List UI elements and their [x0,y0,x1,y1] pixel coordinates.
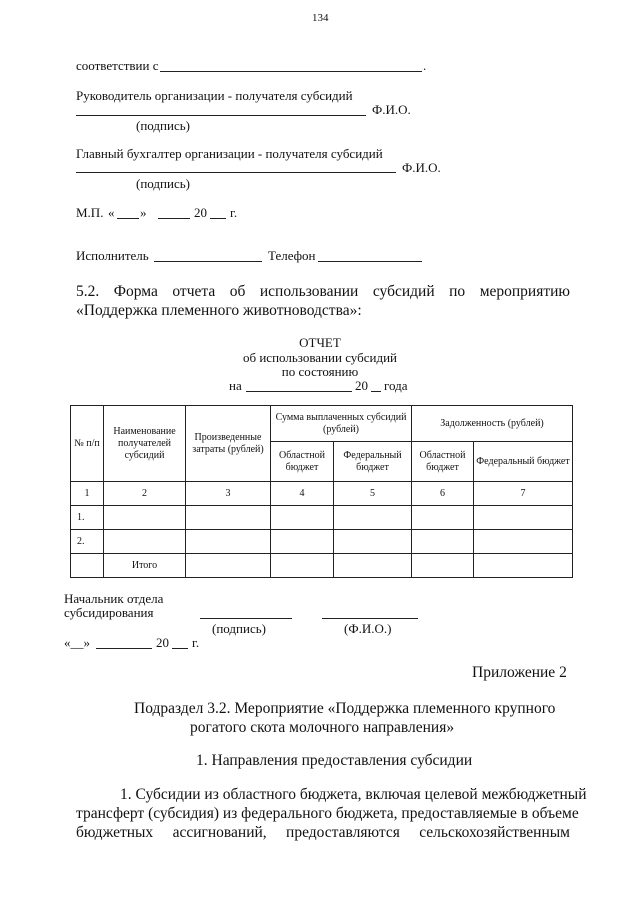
table-row-total [71,554,573,578]
row-cell [474,506,573,530]
row-cell [474,554,573,578]
stamp-quote-close: » [140,205,147,220]
column-number: 1 [71,482,104,506]
department-head-label-2: субсидирования [64,605,154,620]
department-signature-hint: (подпись) [212,621,266,636]
column-number: 4 [271,482,334,506]
head-label: Руководитель организации - получателя субсидий [76,88,353,103]
header-debt-regional: Областной бюджет [412,442,474,482]
table-row [71,530,573,554]
row-cell [186,554,271,578]
header-recipient-name: Наименование получателей субсидий [104,406,186,482]
column-number-row [71,482,573,506]
department-year-blank [172,648,188,649]
report-date-prefix: на [229,378,242,393]
report-title: ОТЧЕТ [299,335,341,350]
head-signature-blank [76,115,366,116]
row-name [104,506,186,530]
row-cell [334,554,412,578]
header-costs: Произведенные затраты (рублей) [186,406,271,482]
row-cell [334,506,412,530]
table-row [71,506,573,530]
compliance-label: соответствии с [76,58,159,73]
column-number: 6 [412,482,474,506]
header-paid-federal: Федеральный бюджет [334,442,412,482]
department-date-open: «__» [64,635,90,650]
chief-accountant-signature-hint: (подпись) [136,176,190,191]
header-debt-federal: Федеральный бюджет [474,442,573,482]
header-paid-regional: Областной бюджет [271,442,334,482]
column-number: 5 [334,482,412,506]
row-num [71,554,104,578]
subsection-title-1: Подраздел 3.2. Мероприятие «Поддержка племенного крупного [134,700,556,717]
row-total-label: Итого [104,554,186,578]
report-date-year: 20 [355,378,368,393]
stamp-label: М.П. [76,205,104,220]
row-cell [412,506,474,530]
department-fio-blank [322,618,418,619]
row-cell [271,530,334,554]
appendix-label: Приложение 2 [472,664,567,681]
department-year-prefix: 20 [156,635,169,650]
stamp-year-prefix: 20 [194,205,207,220]
subsection-title-2: рогатого скота молочного направления» [190,719,455,736]
row-cell [412,530,474,554]
report-subtitle-2: по состоянию [281,364,359,379]
column-number: 2 [104,482,186,506]
header-debt: Задолженность (рублей) [412,406,573,442]
row-num: 2. [71,530,104,554]
row-cell [474,530,573,554]
chief-accountant-label: Главный бухгалтер организации - получателя субсидий [76,146,383,161]
report-table [70,405,573,578]
compliance-blank [160,71,422,72]
report-date-suffix: года [384,378,408,393]
header-paid-sum: Сумма выплаченных субсидий (рублей) [271,406,412,442]
stamp-year-suffix: г. [230,205,238,220]
report-date-blank [246,391,352,392]
row-cell [271,554,334,578]
row-cell [334,530,412,554]
report-subtitle-1: об использовании субсидий [242,350,397,365]
directions-heading: 1. Направления предоставления субсидии [196,752,473,769]
chief-accountant-fio: Ф.И.О. [402,160,441,175]
executor-blank [154,261,262,262]
report-year-blank [371,391,381,392]
department-fio-hint: (Ф.И.О.) [344,621,392,636]
chief-accountant-signature-blank [76,172,396,173]
stamp-month-blank [158,218,190,219]
compliance-period: . [423,58,427,73]
paragraph-line-3: бюджетных ассигнований, предоставляются сельскохозяйственным [76,824,570,841]
header-num: № п/п [71,406,104,482]
stamp-day-blank [117,218,139,219]
section-5-2-line1: 5.2. Форма отчета об использовании субсидий по мероприятию [76,283,570,300]
executor-label: Исполнитель [76,248,149,263]
paragraph-line-1: 1. Субсидии из областного бюджета, включая целевой межбюджетный [120,786,587,803]
department-head-label-1: Начальник отдела [64,591,164,606]
stamp-quote-open: « [108,205,115,220]
row-name [104,530,186,554]
paragraph-line-2: трансферт (субсидия) из федерального бюджета, предоставляемые в объеме [76,805,579,822]
phone-label: Телефон [268,248,316,263]
column-number: 7 [474,482,573,506]
row-num: 1. [71,506,104,530]
column-number: 3 [186,482,271,506]
phone-blank [318,261,422,262]
head-fio: Ф.И.О. [372,102,411,117]
row-cell [412,554,474,578]
row-cell [186,530,271,554]
stamp-year-blank [210,218,226,219]
department-month-blank [96,648,152,649]
department-year-suffix: г. [192,635,200,650]
row-cell [271,506,334,530]
row-cell [186,506,271,530]
section-5-2-line2: «Поддержка племенного животноводства»: [76,302,362,319]
department-signature-blank [200,618,292,619]
head-signature-hint: (подпись) [136,118,190,133]
page-number: 134 [312,12,329,24]
